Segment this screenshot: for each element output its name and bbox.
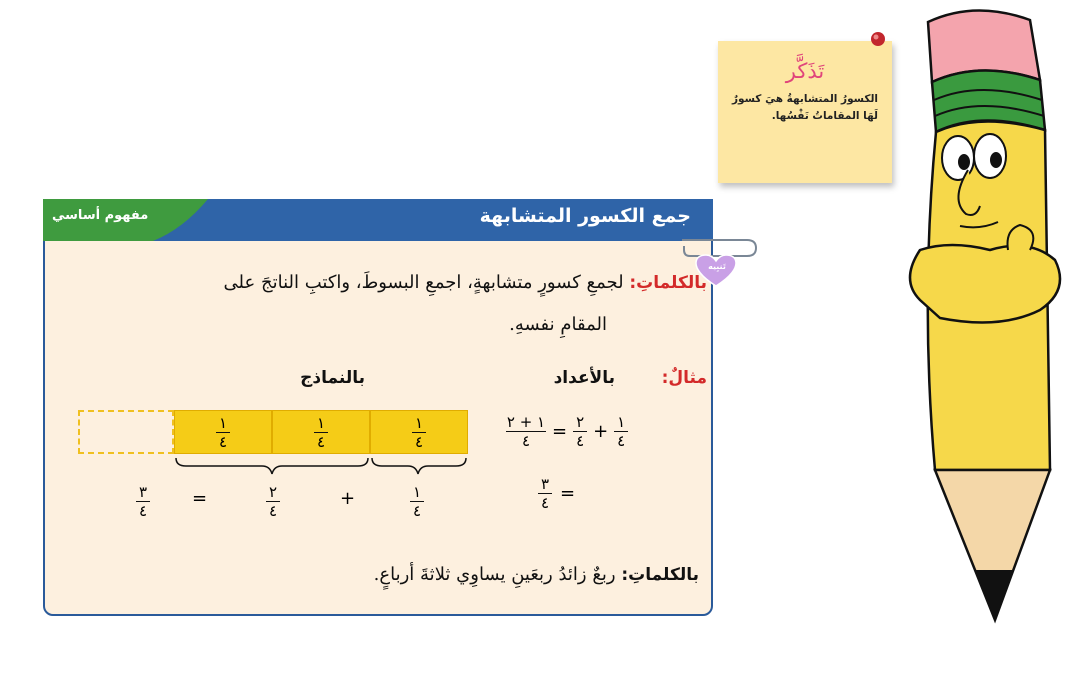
numbers-heading: بالأعداد <box>553 368 615 388</box>
model-segment-3: $\frac{١}{٤}$ <box>370 410 468 454</box>
pencil-mascot-image <box>880 0 1085 670</box>
sum-fraction: $\frac{١ + ٢}{٤}$ <box>506 413 546 450</box>
concept-title: جمع الكسور المتشابهة <box>479 205 691 227</box>
example-label: مثالٌ: <box>661 368 707 388</box>
model-result-fraction: $\frac{٣}{٤}$ <box>136 482 150 519</box>
numeric-result: $\frac{٣}{٤}$ = <box>538 476 575 511</box>
model-braces <box>172 456 472 480</box>
three-quarters-fraction: $\frac{٣}{٤}$ <box>538 476 552 511</box>
words-text-2: المقامِ نفسهِ. <box>509 314 607 335</box>
words-summary <box>374 564 699 585</box>
remember-text <box>718 91 892 125</box>
remember-note <box>718 41 892 183</box>
model-segment-2: $\frac{١}{٤}$ <box>272 410 370 454</box>
words-text-1: لجمعِ كسورٍ متشابهةٍ، اجمعِ البسوطَ، واكتبِ الناتجَ على <box>223 272 624 293</box>
words-label: بالكلماتِ: <box>629 273 707 293</box>
model-segment-1: $\frac{١}{٤}$ <box>174 410 272 454</box>
remember-title: تَذَكَّر <box>785 59 825 83</box>
remember-line-2: لَهَا المقاماتُ نَفْسُها. <box>771 110 878 122</box>
model-plus: + <box>340 488 356 509</box>
concept-badge: مفهوم أساسي <box>52 208 149 223</box>
one-quarter-fraction: $\frac{١}{٤}$ <box>614 414 628 449</box>
concept-panel <box>43 199 713 616</box>
heart-sticker-label: تَنبِيه <box>708 262 726 271</box>
models-heading: بالنماذج <box>300 368 365 388</box>
model-two-quarters: $\frac{٢}{٤}$ <box>266 482 280 519</box>
two-quarters-fraction: $\frac{٢}{٤}$ <box>573 414 587 449</box>
numeric-equation: $\frac{١ + ٢}{٤}$ = $\frac{٢}{٤}$ + $\frac{١}{٤}$ <box>506 414 628 449</box>
model-one-quarter: $\frac{١}{٤}$ <box>410 482 424 519</box>
words2-text: ربعٌ زائدُ ربعَينِ يساوِي ثلاثةَ أرباعٍ. <box>373 564 616 585</box>
words2-label: بالكلماتِ: <box>621 565 699 585</box>
words-definition <box>224 272 707 293</box>
remember-line-1: الكسورُ المتشابهةُ هيَ كسورٌ <box>732 93 878 105</box>
model-equals: = <box>192 488 208 509</box>
empty-model-segment <box>78 410 174 454</box>
